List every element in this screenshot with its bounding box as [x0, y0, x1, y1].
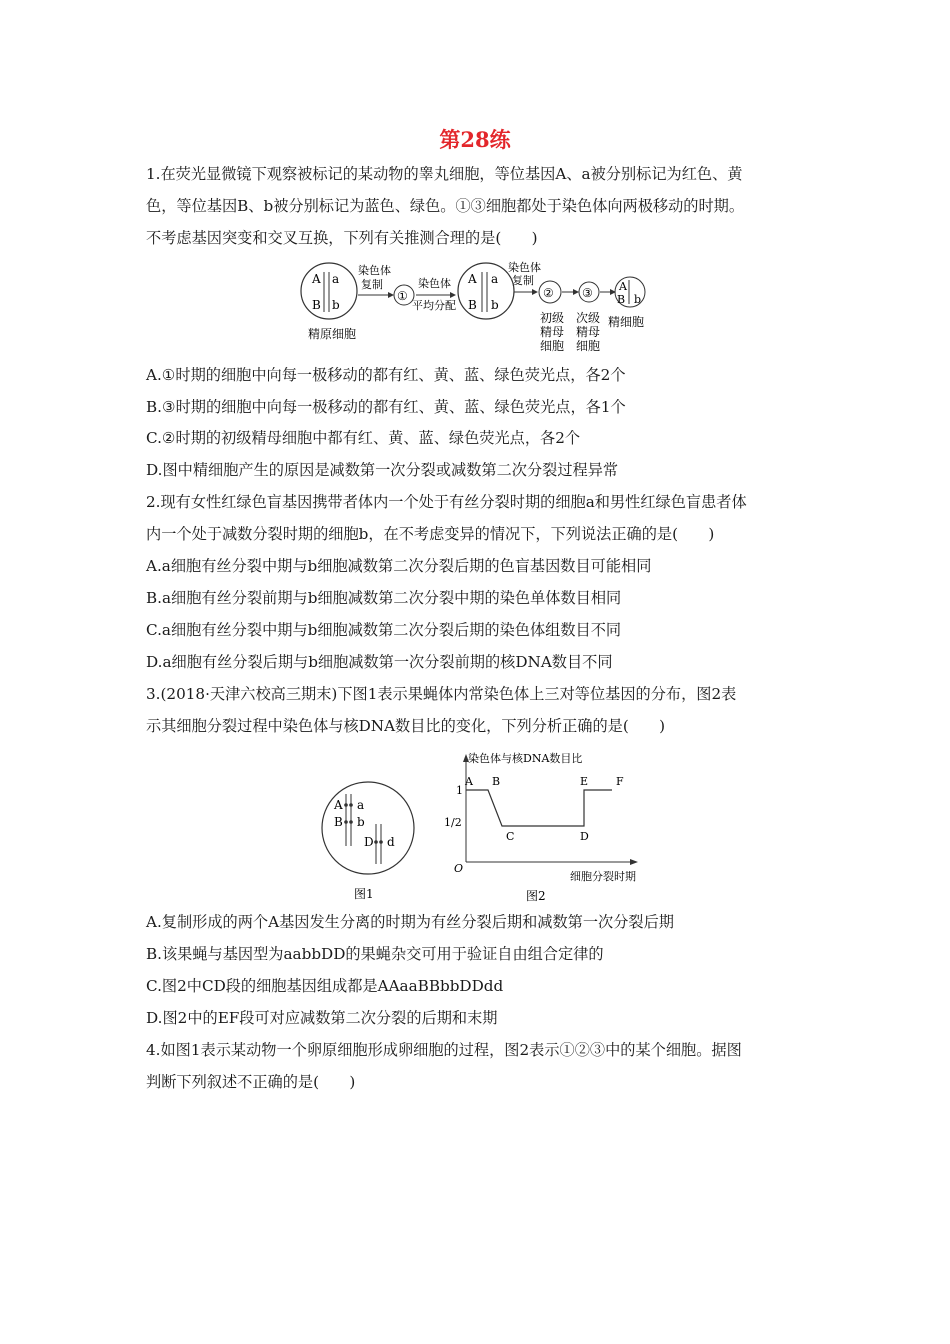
secondary-label-1: 次级: [576, 311, 601, 325]
fig1-B-label: B: [334, 815, 343, 829]
q1-stem-line-1: 1.在荧光显微镜下观察被标记的某动物的睾丸细胞，等位基因A、a被分别标记为红色、黄: [146, 165, 743, 183]
primary-label-3: 细胞: [540, 339, 565, 353]
gene-B-label: B: [312, 298, 321, 312]
point-label-A: A: [465, 775, 473, 788]
arrow3-top-label: 染色体: [508, 261, 541, 274]
primary-label-1: 初级: [540, 311, 565, 325]
gene-b-label: b: [332, 298, 340, 312]
gene-A-label: A: [468, 272, 477, 286]
q1-figure: [296, 258, 656, 358]
q4-stem-line-2: 判断下列叙述不正确的是( ): [146, 1073, 356, 1091]
cell-2-label: ②: [543, 286, 554, 300]
spermatogonium-label: 精原细胞: [308, 327, 357, 341]
sperm-label: 精细胞: [608, 315, 645, 329]
gene-dot: [349, 820, 353, 824]
q1-option-d: D.图中精细胞产生的原因是减数第一次分裂或减数第二次分裂过程异常: [146, 461, 619, 479]
gene-b-label: b: [634, 293, 642, 306]
arrow3-bottom-label: 复制: [512, 274, 534, 287]
q2-stem-line-2: 内一个处于减数分裂时期的细胞b，在不考虑变异的情况下，下列说法正确的是( ): [146, 525, 715, 543]
arrow-head: [388, 292, 394, 298]
q3-figure-1: [316, 780, 426, 905]
gene-a-label: a: [491, 272, 499, 286]
fig1-A-label: A: [334, 798, 343, 812]
gene-a-label: a: [332, 272, 340, 286]
point-label-B: B: [492, 775, 501, 788]
q1-option-b: B.③时期的细胞中向每一极移动的都有红、黄、蓝、绿色荧光点，各1个: [146, 398, 626, 416]
cell-1-label: ①: [397, 289, 408, 303]
q3-stem-line-2: 示其细胞分裂过程中染色体与核DNA数目比的变化，下列分析正确的是( ): [146, 717, 666, 735]
fig1-caption: 图1: [354, 887, 374, 901]
point-label-E: E: [580, 775, 589, 788]
q3-figure-2-chart: [446, 744, 646, 904]
gene-B-label: B: [617, 293, 626, 306]
q2-option-b: B.a细胞有丝分裂前期与b细胞减数第二次分裂中期的染色单体数目相同: [146, 589, 622, 607]
y-axis-label: 染色体与核DNA数目比: [468, 752, 583, 765]
fig1-D-label: D: [364, 835, 374, 849]
q3-option-a: A.复制形成的两个A基因发生分离的时期为有丝分裂后期和减数第一次分裂后期: [146, 913, 674, 931]
primary-label-2: 精母: [540, 325, 565, 339]
arrow-head: [532, 289, 538, 295]
y-tick-1: 1: [456, 784, 463, 797]
q3-option-d: D.图2中的EF段可对应减数第二次分裂的后期和末期: [146, 1009, 498, 1027]
q2-stem-line-1: 2.现有女性红绿色盲基因携带者体内一个处于有丝分裂时期的细胞a和男性红绿色盲患者体: [146, 493, 747, 511]
arrow-head: [450, 292, 456, 298]
q4-stem-line-1: 4.如图1表示某动物一个卵原细胞形成卵细胞的过程，图2表示①②③中的某个细胞。据图: [146, 1041, 742, 1059]
gene-dot: [344, 803, 348, 807]
arrow1-bottom-label: 复制: [361, 278, 383, 291]
q3-stem-line-1: 3.(2018·天津六校高三期末)下图1表示果蝇体内常染色体上三对等位基因的分布，图2表: [146, 685, 737, 703]
gene-B-label: B: [468, 298, 477, 312]
q1-stem-line-2: 色，等位基因B、b被分别标记为蓝色、绿色。①③细胞都处于染色体向两极移动的时期。: [146, 197, 745, 215]
q2-option-d: D.a细胞有丝分裂后期与b细胞减数第一次分裂前期的核DNA数目不同: [146, 653, 613, 671]
q3-option-c: C.图2中CD段的细胞基因组成都是AAaaBBbbDDdd: [146, 977, 504, 995]
fig2-caption: 图2: [526, 889, 546, 903]
secondary-label-2: 精母: [576, 325, 601, 339]
q2-option-c: C.a细胞有丝分裂中期与b细胞减数第二次分裂后期的染色体组数目不同: [146, 621, 622, 639]
point-label-F: F: [616, 775, 624, 788]
gene-b-label: b: [491, 298, 499, 312]
gene-dot: [379, 840, 383, 844]
q1-stem-line-3: 不考虑基因突变和交叉互换，下列有关推测合理的是( ): [146, 229, 538, 247]
cell-3-label: ③: [582, 286, 593, 300]
point-label-D: D: [580, 830, 589, 843]
gene-dot: [344, 820, 348, 824]
gene-dot: [349, 803, 353, 807]
gene-dot: [374, 840, 378, 844]
page-title: 第28练: [439, 127, 511, 152]
secondary-label-3: 细胞: [576, 339, 601, 353]
arrow2-bottom-label: 平均分配: [412, 299, 456, 312]
origin-label: O: [454, 862, 464, 875]
q3-option-b: B.该果蝇与基因型为aabbDD的果蝇杂交可用于验证自由组合定律的: [146, 945, 604, 963]
gene-A-label: A: [312, 272, 321, 286]
point-label-C: C: [506, 830, 515, 843]
arrow1-top-label: 染色体: [358, 264, 391, 277]
y-tick-half: 1/2: [444, 816, 462, 829]
x-axis-label: 细胞分裂时期: [570, 870, 636, 883]
q1-option-c: C.②时期的初级精母细胞中都有红、黄、蓝、绿色荧光点，各2个: [146, 429, 581, 447]
fig1-a-label: a: [357, 798, 365, 812]
fig1-d-label: d: [387, 835, 395, 849]
ratio-line: [466, 790, 612, 826]
gene-A-label: A: [619, 280, 627, 293]
replicated-cell: [458, 263, 514, 319]
x-axis-arrow: [630, 859, 638, 865]
arrow2-top-label: 染色体: [418, 277, 451, 290]
q1-option-a: A.①时期的细胞中向每一极移动的都有红、黄、蓝、绿色荧光点，各2个: [146, 366, 626, 384]
arrow-head: [573, 289, 579, 295]
fig1-b-label: b: [357, 815, 365, 829]
q2-option-a: A.a细胞有丝分裂中期与b细胞减数第二次分裂后期的色盲基因数目可能相同: [146, 557, 652, 575]
